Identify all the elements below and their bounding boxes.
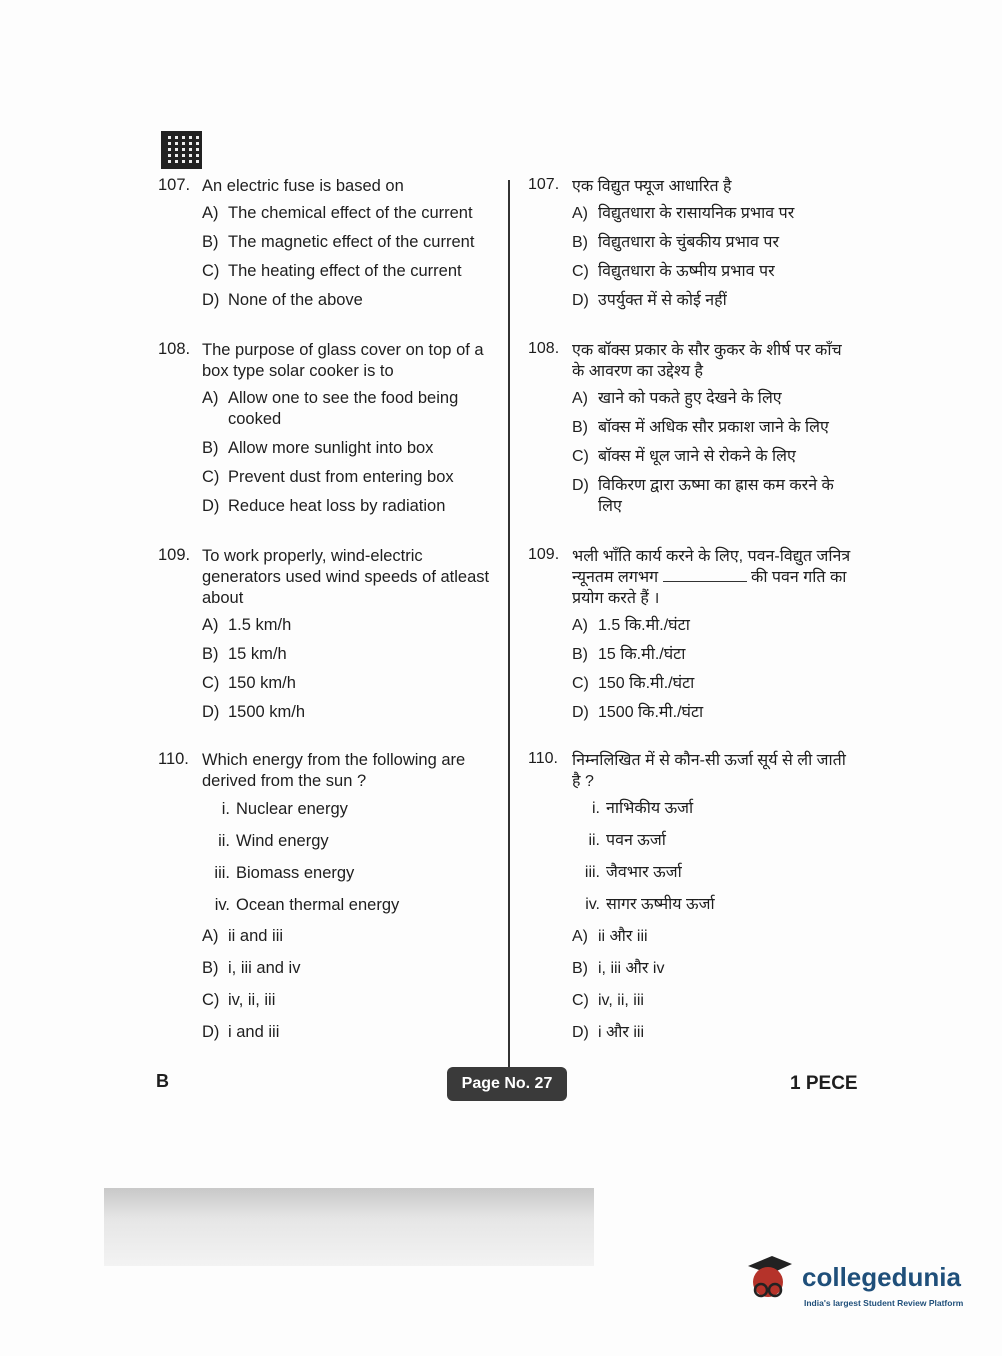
option-d [202, 702, 503, 723]
option-text: Allow more sunlight into box [228, 439, 434, 457]
option-a [202, 203, 474, 224]
option-text: 15 km/h [228, 645, 287, 663]
question-stem [572, 546, 858, 609]
page-number-badge: Page No. 27 [447, 1067, 567, 1101]
question-stem: An electric fuse is based on [202, 177, 404, 195]
option-d [202, 290, 474, 311]
option-text: The magnetic effect of the current [228, 233, 475, 251]
option-text: विद्युतधारा के रासायनिक प्रभाव पर [598, 205, 795, 222]
stem-part-1: भली भाँति कार्य करने के लिए, पवन-विद्युत जनित्र न्यूनतम लगभग [572, 548, 851, 586]
option-label: D) [202, 497, 220, 515]
option-text: iv, ii, iii [598, 992, 644, 1009]
option-text: 1.5 km/h [228, 616, 292, 634]
option-b [202, 232, 474, 253]
option-text: The chemical effect of the current [228, 204, 473, 222]
option-label: B) [572, 960, 588, 977]
student-mascot-icon [742, 1252, 796, 1306]
statement-label: iv. [214, 896, 230, 914]
question-number: 110. [158, 750, 189, 768]
option-text: i, iii और iv [598, 960, 665, 977]
option-label: A) [572, 205, 588, 222]
option-text: ii और iii [598, 928, 648, 945]
statement-label: ii. [588, 832, 600, 849]
question-stem: एक विद्युत फ्यूज आधारित है [572, 178, 732, 195]
scan-shadow [104, 1188, 594, 1266]
statement-iii [572, 862, 858, 884]
question-107-en [158, 176, 474, 319]
option-label: D) [202, 291, 220, 309]
question-109-hi [528, 546, 858, 731]
question-number: 109. [528, 546, 560, 563]
option-c [572, 673, 858, 694]
statement-text: Wind energy [236, 832, 329, 850]
option-a [572, 615, 858, 636]
option-d [202, 496, 503, 517]
option-text: The heating effect of the current [228, 262, 462, 280]
option-b [572, 958, 858, 979]
option-text: 15 कि.मी./घंटा [598, 646, 686, 663]
option-c [202, 261, 474, 282]
statement-label: iv. [585, 896, 600, 913]
option-d [572, 290, 794, 311]
collegedunia-logo[interactable] [742, 1252, 972, 1312]
option-label: B) [572, 234, 588, 251]
option-label: A) [572, 928, 588, 945]
option-b [202, 644, 503, 665]
fill-in-blank [663, 567, 747, 582]
statement-ii [572, 830, 858, 852]
option-d [572, 1022, 858, 1043]
option-a [202, 388, 503, 430]
statement-iv [572, 894, 858, 916]
booklet-series: B [156, 1071, 169, 1091]
stem-part-2: की पवन गति का प्रयोग करते हैं । [572, 569, 847, 607]
question-110-hi [528, 750, 858, 1054]
question-number: 110. [528, 750, 558, 767]
option-a [572, 203, 794, 224]
question-number: 107. [528, 176, 560, 193]
statement-text: Nuclear energy [236, 800, 348, 818]
option-text: Reduce heat loss by radiation [228, 497, 446, 515]
statement-label: iii. [584, 864, 600, 881]
option-text: बॉक्स में धूल जाने से रोकने के लिए [598, 448, 796, 465]
statement-text: जैवभार ऊर्जा [606, 864, 682, 881]
option-text: विद्युतधारा के ऊष्मीय प्रभाव पर [598, 263, 775, 280]
statement-label: i. [221, 800, 230, 818]
option-a [202, 926, 503, 947]
question-number: 107. [158, 176, 191, 194]
option-c [572, 446, 858, 467]
option-label: C) [202, 468, 220, 486]
option-b [202, 438, 503, 459]
option-text: उपर्युक्त में से कोई नहीं [598, 292, 727, 309]
option-b [572, 644, 858, 665]
option-c [202, 990, 503, 1011]
option-text: विकिरण द्वारा ऊष्मा का ह्रास कम करने के लिए [598, 477, 834, 515]
option-label: C) [572, 675, 589, 692]
statement-i [572, 798, 858, 820]
option-c [572, 990, 858, 1011]
option-c [202, 673, 503, 694]
option-label: C) [572, 448, 589, 465]
statement-text: पवन ऊर्जा [606, 832, 666, 849]
statement-text: नाभिकीय ऊर्जा [606, 800, 694, 817]
option-label: A) [572, 390, 588, 407]
option-label: A) [202, 389, 219, 407]
statement-iii [202, 862, 503, 884]
option-d [572, 475, 858, 517]
option-text: बॉक्स में अधिक सौर प्रकाश जाने के लिए [598, 419, 829, 436]
option-text: i और iii [598, 1024, 645, 1041]
option-text: 1500 कि.मी./घंटा [598, 704, 704, 721]
question-number: 108. [528, 340, 560, 357]
question-number: 108. [158, 340, 191, 358]
option-c [572, 261, 794, 282]
option-d [572, 702, 858, 723]
option-a [572, 926, 858, 947]
option-text: ii and iii [228, 927, 284, 945]
question-stem: To work properly, wind-electric generators used wind speeds of atleast about [202, 547, 490, 607]
option-text: 1.5 कि.मी./घंटा [598, 617, 690, 634]
option-text: खाने को पकते हुए देखने के लिए [598, 390, 782, 407]
statement-label: ii. [218, 832, 230, 850]
statement-i [202, 798, 503, 820]
option-label: B) [572, 646, 588, 663]
statement-text: Biomass energy [236, 864, 355, 882]
option-label: C) [202, 991, 220, 1009]
option-label: A) [202, 204, 219, 222]
question-stem: Which energy from the following are derived from the sun ? [202, 751, 466, 790]
option-label: B) [202, 233, 219, 251]
question-107-hi [528, 176, 794, 319]
option-label: A) [202, 616, 219, 634]
option-b [572, 232, 794, 253]
option-d [202, 1022, 503, 1043]
option-text: Prevent dust from entering box [228, 468, 454, 486]
option-label: D) [202, 703, 220, 721]
statement-label: i. [592, 800, 600, 817]
option-text: None of the above [228, 291, 363, 309]
option-text: विद्युतधारा के चुंबकीय प्रभाव पर [598, 234, 780, 251]
statement-label: iii. [214, 864, 230, 882]
question-stem: एक बॉक्स प्रकार के सौर कुकर के शीर्ष पर काँच के आवरण का उद्देश्य है [572, 342, 842, 380]
option-label: C) [572, 263, 589, 280]
statement-text: सागर ऊष्मीय ऊर्जा [606, 896, 715, 913]
option-label: C) [202, 674, 220, 692]
option-a [202, 615, 503, 636]
question-stem: The purpose of glass cover on top of a box type solar cooker is to [202, 341, 484, 380]
option-label: A) [572, 617, 588, 634]
option-label: B) [202, 645, 219, 663]
option-b [202, 958, 503, 979]
option-label: B) [202, 439, 219, 457]
option-label: D) [572, 704, 589, 721]
option-label: B) [202, 959, 219, 977]
option-text: 1500 km/h [228, 703, 306, 721]
option-text: i, iii and iv [228, 959, 301, 977]
option-label: B) [572, 419, 588, 436]
option-label: D) [202, 1023, 220, 1041]
option-text: i and iii [228, 1023, 280, 1041]
option-label: D) [572, 477, 589, 494]
option-label: D) [572, 1024, 589, 1041]
statement-ii [202, 830, 503, 852]
column-divider [508, 180, 510, 1068]
option-label: D) [572, 292, 589, 309]
question-108-en [158, 340, 503, 525]
brand-tagline: India's largest Student Review Platform [804, 1298, 964, 1308]
paper-code: 1 PECE [790, 1073, 858, 1094]
option-text: iv, ii, iii [228, 991, 276, 1009]
option-label: C) [202, 262, 220, 280]
question-109-en [158, 546, 503, 731]
option-text: Allow one to see the food being cooked [228, 389, 459, 428]
question-stem: निम्नलिखित में से कौन-सी ऊर्जा सूर्य से ली जाती है ? [572, 752, 846, 790]
option-b [572, 417, 858, 438]
qr-code [161, 131, 202, 169]
option-text: 150 km/h [228, 674, 296, 692]
question-110-en [158, 750, 503, 1054]
option-c [202, 467, 503, 488]
option-label: A) [202, 927, 219, 945]
option-text: 150 कि.मी./घंटा [598, 675, 695, 692]
question-108-hi [528, 340, 858, 525]
option-a [572, 388, 858, 409]
statement-text: Ocean thermal energy [236, 896, 400, 914]
statement-iv [202, 894, 503, 916]
brand-name: collegedunia [802, 1262, 961, 1292]
option-label: C) [572, 992, 589, 1009]
question-number: 109. [158, 546, 191, 564]
